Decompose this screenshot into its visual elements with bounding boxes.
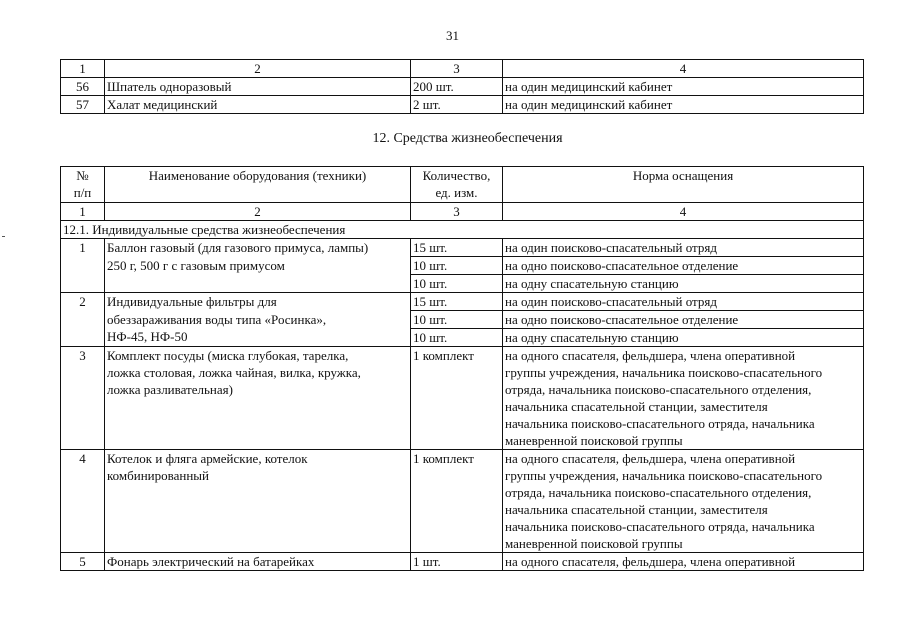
item-name [105, 239, 411, 293]
item-norm: на одну спасательную станцию [503, 329, 864, 347]
header-name: Наименование оборудования (техники) [105, 167, 411, 203]
item-norm [503, 347, 864, 450]
table-row [61, 96, 864, 114]
table-row [61, 450, 864, 553]
norm-line: начальника спасательной станции, заместителя [505, 502, 768, 517]
name-line: обеззараживания воды типа «Росинка», [107, 311, 327, 327]
item-quantity: 1 комплект [411, 450, 503, 553]
row-number: 4 [61, 450, 105, 553]
item-name [105, 347, 411, 450]
item-quantity: 10 шт. [411, 275, 503, 293]
item-quantity: 15 шт. [411, 293, 503, 311]
norm-line: на одного спасателя, фельдшера, члена оперативной [505, 348, 796, 363]
item-norm: на один поисково-спасательный отряд [503, 239, 864, 257]
main-table [60, 166, 864, 571]
item-quantity: 2 шт. [411, 96, 503, 114]
name-line: НФ-45, НФ-50 [107, 329, 188, 344]
item-quantity: 1 комплект [411, 347, 503, 450]
column-number-row [61, 203, 864, 221]
table-row [61, 239, 864, 257]
name-line: Комплект посуды (миска глубокая, тарелка, [107, 348, 349, 363]
header-qty-line2: ед. изм. [435, 185, 478, 200]
name-line: ложка столовая, ложка чайная, вилка, кружка, [107, 365, 361, 380]
header-num [61, 167, 105, 203]
col-number: 4 [503, 60, 864, 78]
norm-line: отряда, начальника поисково-спасательного отделения, [505, 382, 812, 397]
header-row [61, 167, 864, 203]
page-number: 31 [446, 28, 459, 43]
item-quantity: 10 шт. [411, 311, 503, 329]
col-number: 4 [503, 203, 864, 221]
name-line: комбинированный [107, 468, 209, 483]
item-norm: на один медицинский кабинет [503, 78, 864, 96]
norm-line: начальника поисково-спасательного отряда, начальника [505, 519, 815, 534]
norm-line: на одного спасателя, фельдшера, члена оперативной [505, 451, 796, 466]
subsection-row [61, 221, 864, 239]
item-quantity: 10 шт. [411, 257, 503, 275]
table-row [61, 553, 864, 571]
item-name: Шпатель одноразовый [105, 78, 411, 96]
item-norm: на одну спасательную станцию [503, 275, 864, 293]
norm-line: группы учреждения, начальника поисково-спасательного [505, 365, 823, 380]
name-line: 250 г, 500 г с газовым примусом [107, 257, 285, 273]
section-title: 12. Средства жизнеобеспечения [372, 131, 563, 146]
header-quantity [411, 167, 503, 203]
table-row [61, 347, 864, 450]
table-row [61, 78, 864, 96]
row-number: 5 [61, 553, 105, 571]
margin-mark [2, 236, 5, 237]
item-norm: на одного спасателя, фельдшера, члена оперативной [503, 553, 864, 571]
item-quantity: 15 шт. [411, 239, 503, 257]
column-number-row [61, 60, 864, 78]
col-number: 3 [411, 203, 503, 221]
col-number: 1 [61, 60, 105, 78]
item-name [105, 293, 411, 347]
item-norm: на одно поисково-спасательное отделение [503, 257, 864, 275]
header-norm: Норма оснащения [503, 167, 864, 203]
subsection-title: 12.1. Индивидуальные средства жизнеобеспечения [61, 221, 864, 239]
name-line: ложка разливательная) [107, 382, 233, 397]
item-norm: на один поисково-спасательный отряд [503, 293, 864, 311]
item-quantity: 10 шт. [411, 329, 503, 347]
item-norm: на один медицинский кабинет [503, 96, 864, 114]
top-table [60, 59, 864, 114]
col-number: 2 [105, 60, 411, 78]
item-name: Халат медицинский [105, 96, 411, 114]
item-quantity: 1 шт. [411, 553, 503, 571]
norm-line: начальника поисково-спасательного отряда, начальника [505, 416, 815, 431]
norm-line: группы учреждения, начальника поисково-спасательного [505, 468, 823, 483]
name-line: Котелок и фляга армейские, котелок [107, 451, 308, 466]
row-number: 3 [61, 347, 105, 450]
norm-line: маневренной поисковой группы [505, 433, 683, 448]
norm-line: маневренной поисковой группы [505, 536, 683, 551]
norm-line: отряда, начальника поисково-спасательного отделения, [505, 485, 812, 500]
row-number: 56 [61, 78, 105, 96]
item-quantity: 200 шт. [411, 78, 503, 96]
row-number: 2 [61, 293, 105, 347]
col-number: 2 [105, 203, 411, 221]
header-num-line1: № [76, 168, 89, 183]
col-number: 1 [61, 203, 105, 221]
row-number: 1 [61, 239, 105, 293]
header-qty-line1: Количество, [422, 168, 491, 183]
name-line: Баллон газовый (для газового примуса, лампы) [107, 240, 369, 255]
item-norm [503, 450, 864, 553]
col-number: 3 [411, 60, 503, 78]
item-name: Фонарь электрический на батарейках [105, 553, 411, 571]
item-name [105, 450, 411, 553]
table-row [61, 293, 864, 311]
row-number: 57 [61, 96, 105, 114]
norm-line: начальника спасательной станции, заместителя [505, 399, 768, 414]
item-norm: на одно поисково-спасательное отделение [503, 311, 864, 329]
name-line: Индивидуальные фильтры для [107, 294, 277, 309]
header-num-line2: п/п [73, 185, 92, 200]
